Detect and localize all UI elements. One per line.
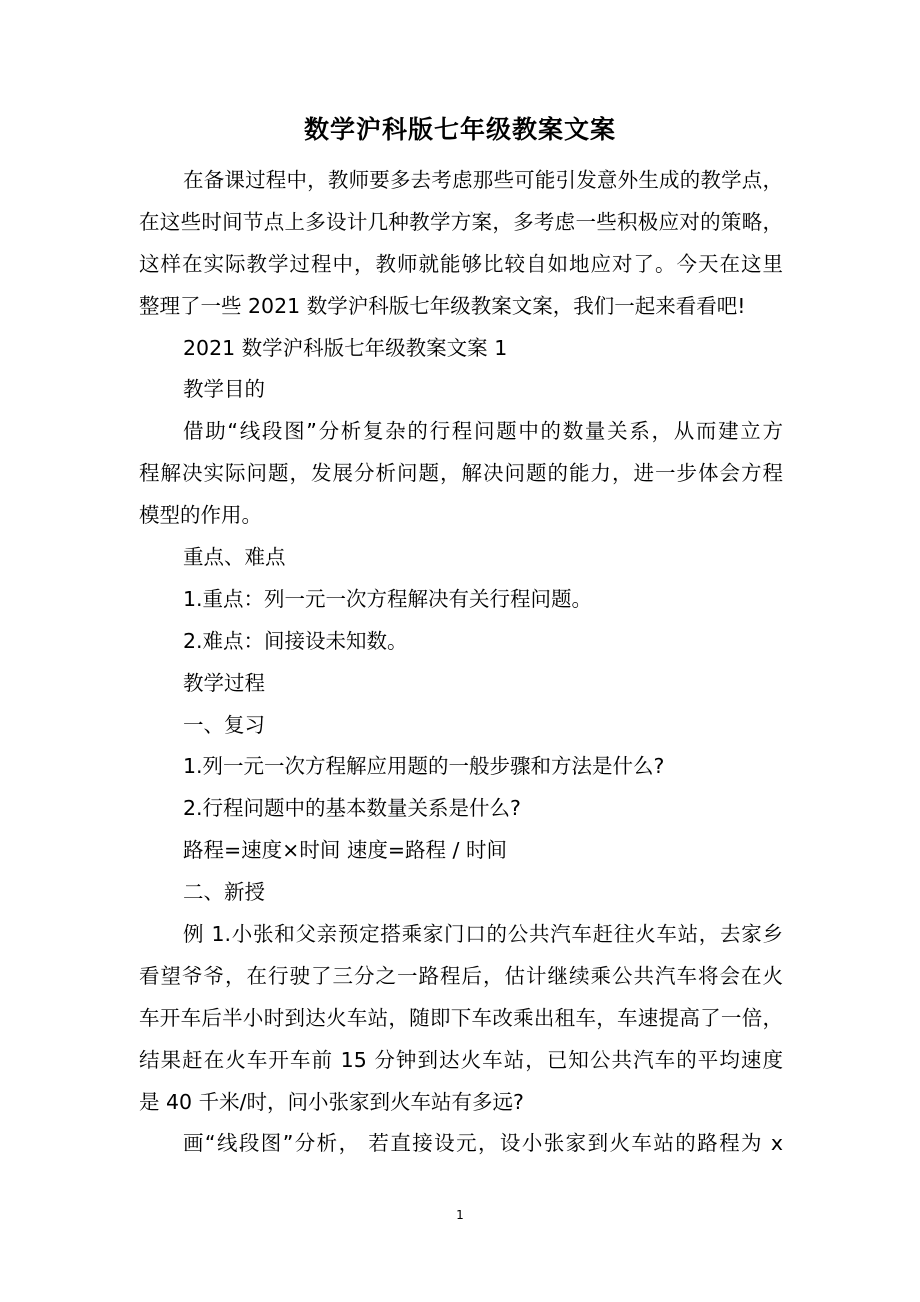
text-line: 画“线段图”分析， 若直接设元，设小张家到火车站的路程为 x: [183, 1131, 783, 1156]
paragraph: [139, 1123, 783, 1165]
text-line: 例 1.小张和父亲预定搭乘家门口的公共汽车赶往火车站，去家乡: [183, 922, 783, 947]
text-line: 1.列一元一次方程解应用题的一般步骤和方法是什么?: [183, 754, 665, 779]
text-line: 2.行程问题中的基本数量关系是什么?: [183, 796, 521, 821]
text-line: 重点、难点: [183, 545, 286, 570]
paragraph: [139, 872, 783, 914]
paragraph: [139, 369, 783, 411]
text-line: 车开车后半小时到达火车站，随即下车改乘出租车，车速提高了一倍，: [139, 1005, 783, 1030]
paragraph: [139, 663, 783, 705]
document-title: 数学沪科版七年级教案文案: [303, 115, 616, 144]
paragraph: [139, 328, 783, 370]
paragraph: [139, 788, 783, 830]
text-line: 二、新授: [183, 880, 265, 905]
document-body: [139, 160, 783, 1165]
text-line: 是 40 千米/时，问小张家到火车站有多远?: [139, 1089, 524, 1114]
text-line: 1.重点：列一元一次方程解决有关行程问题。: [183, 586, 593, 611]
text-line: 这样在实际教学过程中，教师就能够比较自如地应对了。今天在这里: [139, 251, 783, 276]
text-line: 教学过程: [183, 670, 265, 695]
text-line: 2021 数学沪科版七年级教案文案 1: [183, 335, 508, 360]
paragraph: [139, 411, 783, 537]
paragraph: [139, 537, 783, 579]
text-line: 借助“线段图”分析复杂的行程问题中的数量关系，从而建立方: [183, 419, 783, 444]
text-line: 一、复习: [183, 712, 265, 737]
text-line: 看望爷爷，在行驶了三分之一路程后，估计继续乘公共汽车将会在火: [139, 963, 783, 988]
paragraph: [139, 914, 783, 1123]
paragraph: [139, 830, 783, 872]
paragraph: [139, 160, 783, 328]
text-line: 教学目的: [183, 377, 265, 402]
paragraph: [139, 621, 783, 663]
text-line: 在备课过程中，教师要多去考虑那些可能引发意外生成的教学点，: [183, 168, 783, 192]
paragraph: [139, 705, 783, 747]
text-line: 结果赶在火车开车前 15 分钟到达火车站，已知公共汽车的平均速度: [139, 1047, 783, 1072]
text-line: 整理了一些 2021 数学沪科版七年级教案文案，我们一起来看看吧!: [139, 293, 746, 318]
text-line: 程解决实际问题，发展分析问题，解决问题的能力，进一步体会方程: [139, 461, 783, 486]
text-line: 路程=速度×时间 速度=路程 / 时间: [183, 838, 507, 863]
text-line: 模型的作用。: [139, 503, 262, 528]
text-line: 在这些时间节点上多设计几种教学方案，多考虑一些积极应对的策略，: [139, 209, 783, 234]
paragraph: [139, 579, 783, 621]
text-line: 2.难点：间接设未知数。: [183, 628, 408, 653]
page-number: 1: [456, 1208, 464, 1222]
paragraph: [139, 746, 783, 788]
